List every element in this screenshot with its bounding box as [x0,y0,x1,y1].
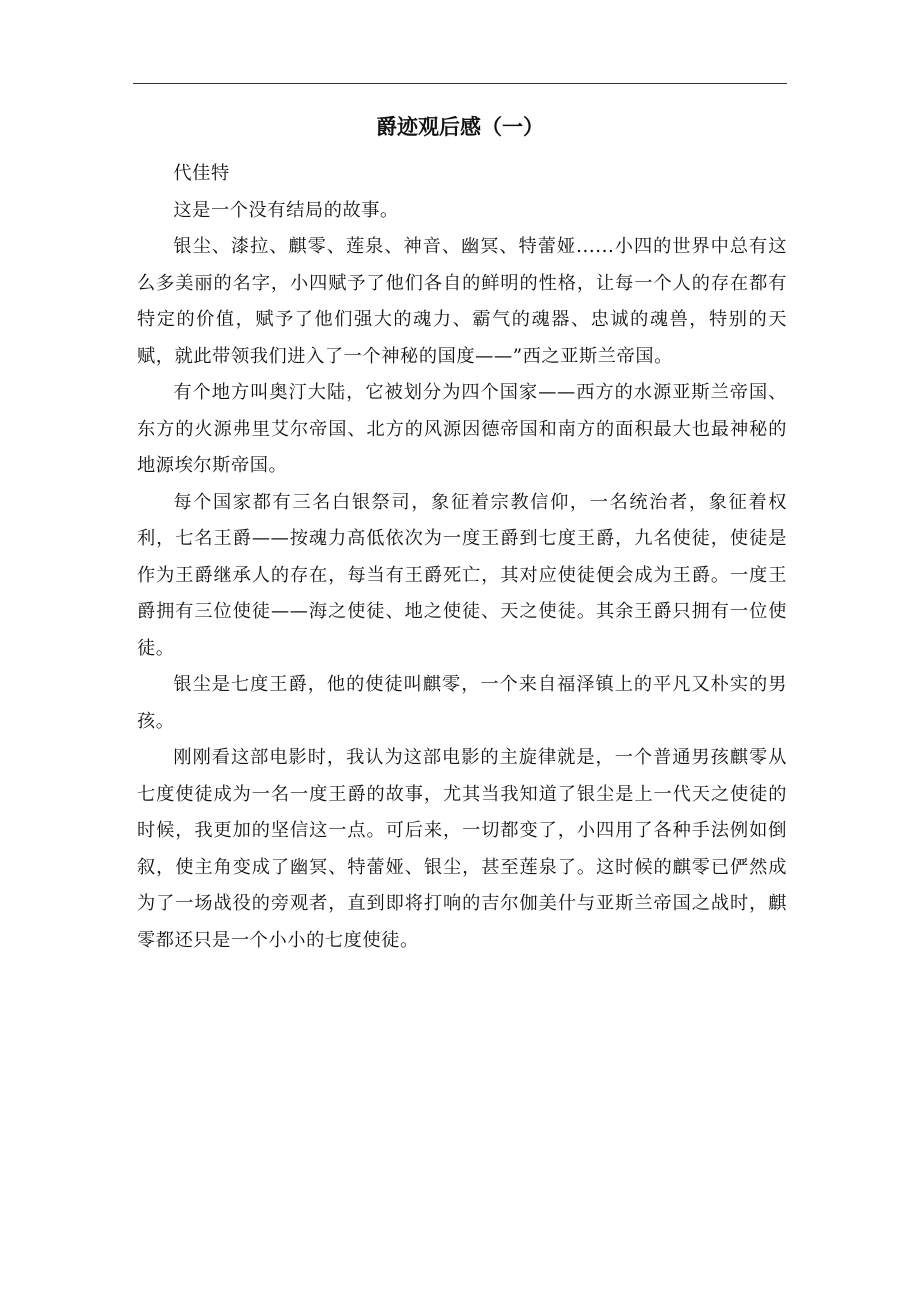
author-line: 代佳特 [173,163,230,184]
paragraph-1: 这是一个没有结局的故事。 [173,199,399,221]
document-body [137,156,787,959]
paragraph-3: 有个地方叫奥汀大陆，它被划分为四个国家——西方的水源亚斯兰帝国、东方的火源弗里艾尔帝国、北方的风源因德帝国和南方的面积最大也最神秘的地源埃尔斯帝国。 [137,382,787,476]
header-rule [133,83,787,84]
paragraph-2: 银尘、漆拉、麒零、莲泉、神音、幽冥、特蕾娅......小四的世界中总有这么多美丽的名字，小四赋予了他们各自的鲜明的性格，让每一个人的存在都有特定的价值，赋予了他们强大的魂力、霸气的魂器、忠诚的魂兽，特别的天赋，就此带领我们进入了一个神秘的国度——”西之亚斯兰帝国。 [137,236,787,367]
paragraph-5: 银尘是七度王爵，他的使徒叫麒零，一个来自福泽镇上的平凡又朴实的男孩。 [137,674,787,732]
document-title: 爵迹观后感（一） [376,115,544,139]
paragraph-6: 刚刚看这部电影时，我认为这部电影的主旋律就是，一个普通男孩麒零从七度使徒成为一名一度王爵的故事，尤其当我知道了银尘是上一代天之使徒的时候，我更加的坚信这一点。可后来，一切都变了，小四用了各种手法例如倒叙，使主角变成了幽冥、特蕾娅、银尘，甚至莲泉了。这时候的麒零已俨然成为了一场战役的旁观者，直到即将打响的吉尔伽美什与亚斯兰帝国之战时，麒零都还只是一个小小的七度使徒。 [137,747,787,951]
paragraph-4: 每个国家都有三名白银祭司，象征着宗教信仰，一名统治者，象征着权利，七名王爵——按魂力高低依次为一度王爵到七度王爵，九名使徒，使徒是作为王爵继承人的存在，每当有王爵死亡，其对应使徒便会成为王爵。一度王爵拥有三位使徒——海之使徒、地之使徒、天之使徒。其余王爵只拥有一位使徒。 [137,491,787,659]
